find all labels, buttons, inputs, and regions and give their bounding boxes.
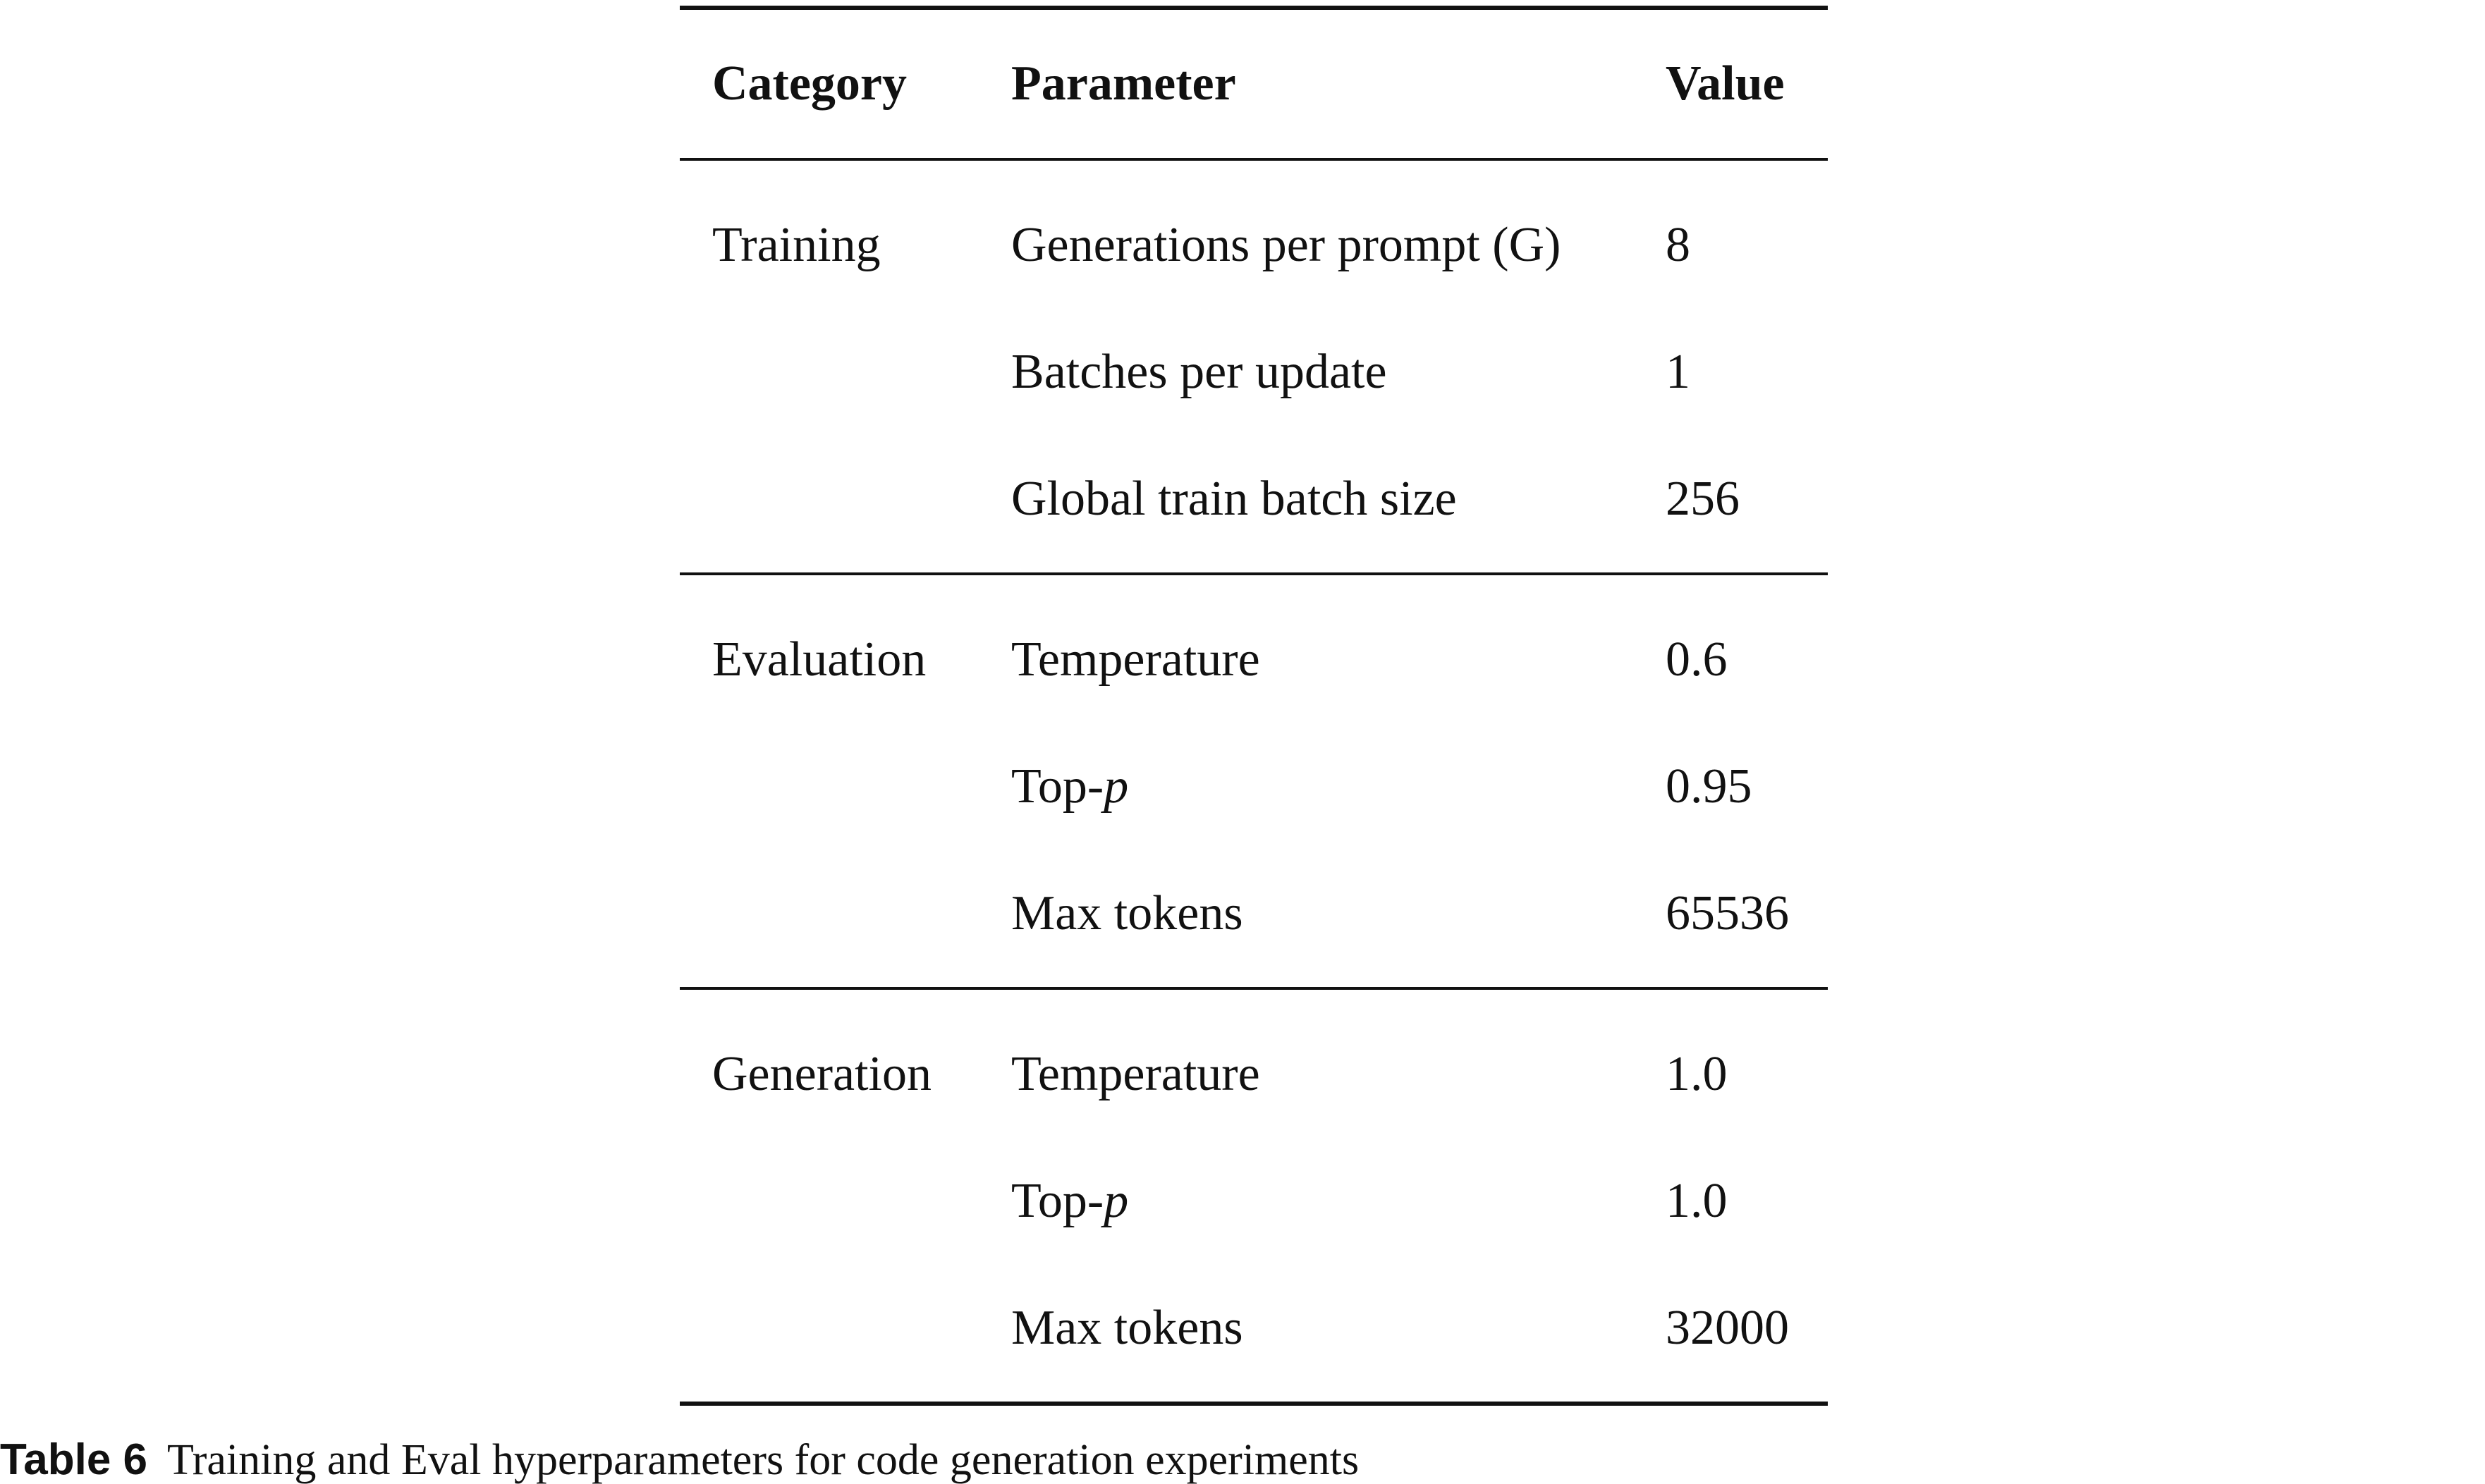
header-category: Category xyxy=(712,56,908,111)
table-row xyxy=(680,159,1828,309)
parameter-cell: Max tokens xyxy=(1011,886,1243,940)
header-row xyxy=(680,8,1828,159)
category-cell-empty xyxy=(680,436,979,574)
header-parameter: Parameter xyxy=(1011,56,1236,111)
table-row xyxy=(680,988,1828,1138)
group-evaluation xyxy=(680,574,1828,988)
value-cell: 1 xyxy=(1666,345,1690,399)
parameter-text: Top- xyxy=(1011,759,1104,814)
table-row xyxy=(680,309,1828,436)
value-cell: 32000 xyxy=(1666,1301,1789,1355)
parameter-cell xyxy=(979,723,1633,850)
parameter-text: Top- xyxy=(1011,1174,1104,1228)
header-value: Value xyxy=(1666,56,1785,111)
caption-label: Table 6 xyxy=(0,1435,148,1484)
category-cell-empty xyxy=(680,309,979,436)
value-cell: 1.0 xyxy=(1666,1174,1728,1228)
parameter-cell: Temperature xyxy=(1011,1047,1260,1101)
table-row xyxy=(680,1265,1828,1404)
table-caption xyxy=(0,1435,1360,1484)
value-cell: 256 xyxy=(1666,472,1740,526)
table-row xyxy=(680,723,1828,850)
group-generation xyxy=(680,988,1828,1404)
caption-text: Training and Eval hyperparameters for code generation experiments xyxy=(167,1436,1360,1484)
category-cell-empty xyxy=(680,723,979,850)
parameter-cell: Global train batch size xyxy=(1011,472,1457,526)
table-row xyxy=(680,574,1828,723)
table-row xyxy=(680,436,1828,574)
category-cell-empty xyxy=(680,1138,979,1265)
category-cell: Training xyxy=(712,218,881,272)
value-cell: 8 xyxy=(1666,218,1690,272)
hyperparameter-table-container xyxy=(680,6,1828,1406)
value-cell: 0.95 xyxy=(1666,759,1752,814)
parameter-cell: Generations per prompt (G) xyxy=(1011,218,1561,272)
table-header xyxy=(680,8,1828,159)
category-cell: Generation xyxy=(712,1047,932,1101)
table-row xyxy=(680,1138,1828,1265)
parameter-cell: Max tokens xyxy=(1011,1301,1243,1355)
value-cell: 65536 xyxy=(1666,886,1789,940)
table-row xyxy=(680,850,1828,988)
value-cell: 0.6 xyxy=(1666,632,1728,687)
group-training xyxy=(680,159,1828,574)
value-cell: 1.0 xyxy=(1666,1047,1728,1101)
parameter-cell xyxy=(979,1138,1633,1265)
parameter-cell: Batches per update xyxy=(1011,345,1387,399)
parameter-cell: Temperature xyxy=(1011,632,1260,687)
category-cell-empty xyxy=(680,850,979,988)
category-cell-empty xyxy=(680,1265,979,1404)
parameter-math-symbol: p xyxy=(1104,759,1129,814)
parameter-math-symbol: p xyxy=(1104,1174,1129,1228)
hyperparameter-table xyxy=(680,6,1828,1406)
category-cell: Evaluation xyxy=(712,632,927,687)
